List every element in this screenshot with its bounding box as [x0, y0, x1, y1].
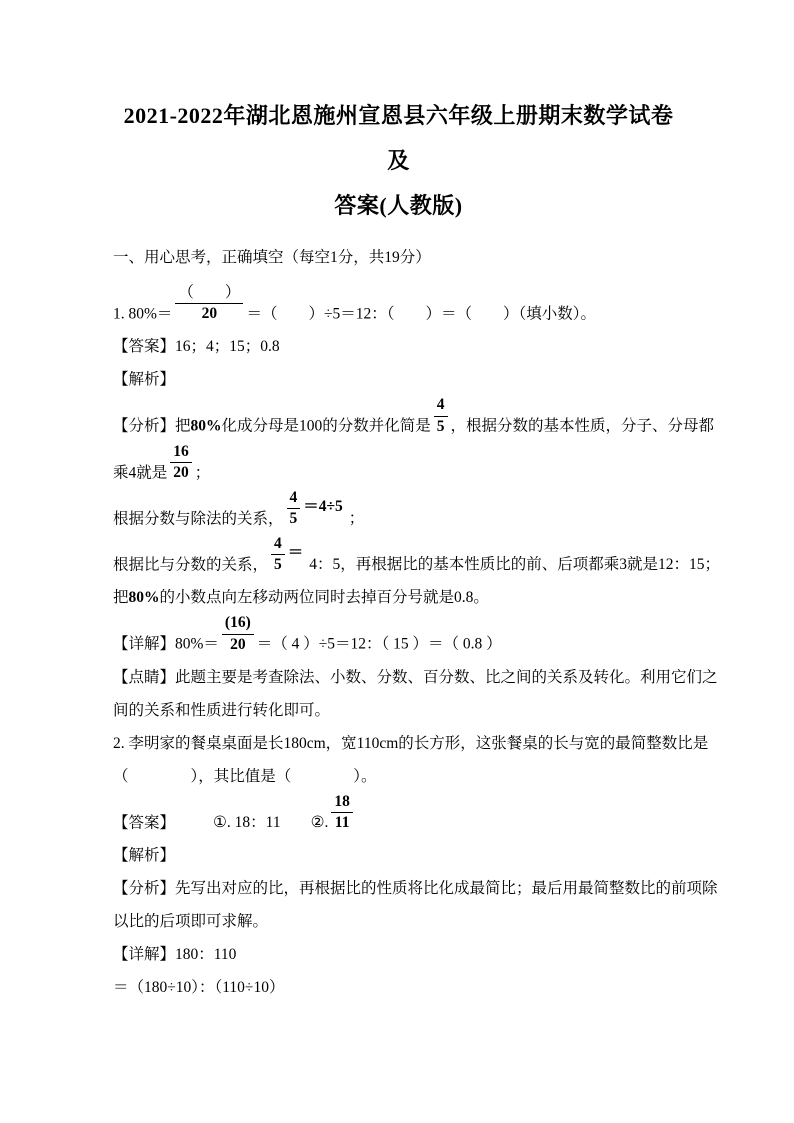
q1-fenxi-line1: [113, 396, 715, 442]
xiangjie-label: 【详解】80%＝: [113, 635, 219, 653]
q1-stem-pre: 1. 80%＝: [113, 305, 173, 323]
section-heading: 一、用心思考，正确填空（每空1分，共19分）: [113, 249, 431, 266]
q1-stem: [113, 284, 684, 330]
equation-part: ＝: [287, 544, 304, 562]
q2-answer-item2: ②.: [310, 813, 329, 831]
q2-equation-line: ＝（180÷10）：（110÷10）: [113, 978, 285, 996]
fraction-numerator: （ ）: [175, 284, 243, 304]
q1-dianjing-line1: 【点睛】此题主要是考查除法、小数、分数、百分数、比之间的关系及转化。利用它们之: [113, 668, 718, 686]
q1-dianjing-line2: 间的关系和性质进行转化即可。: [113, 701, 331, 719]
move-text: 的小数点向左移动两位同时去掉百分号就是0.8。: [159, 589, 489, 607]
fraction-numerator: 4: [434, 396, 448, 416]
q2-fenxi-line1: 【分析】先写出对应的比，再根据比的性质将比化成最简比；最后用最简整数比的前项除: [113, 879, 718, 897]
q1-stem-fraction: [175, 284, 243, 324]
relation2-end: 4：5，再根据比的基本性质比的前、后项都乘3就是12：15；: [309, 556, 721, 574]
fraction-numerator: (16): [222, 614, 254, 634]
document-title: [113, 93, 684, 228]
fraction-16-20: [170, 443, 192, 483]
fraction-denominator: 5: [289, 510, 298, 528]
q2-stem-line1: 2. 李明家的餐桌桌面是长180cm，宽110cm的长方形，这张餐桌的长与宽的最简整数比是: [113, 734, 709, 752]
answer-label: 【答案】: [113, 338, 176, 356]
fraction-numerator: 4: [287, 489, 301, 509]
equation-part: ＝4÷5: [303, 497, 343, 515]
q1-relation1-line: [113, 489, 684, 535]
fraction-denominator: 5: [274, 556, 282, 574]
q1-xiangjie-line: [113, 614, 684, 660]
fenxi-text: ，根据分数的基本性质，分子、分母都: [450, 417, 715, 435]
title-line-2: 答案(人教版): [334, 193, 463, 218]
fraction-denominator: 5: [436, 417, 445, 435]
fenxi-text: ；: [194, 463, 211, 481]
q1-relation2-line: [113, 535, 721, 581]
fraction-numerator: 4: [271, 535, 285, 555]
move-text: 把: [113, 589, 129, 607]
fraction-denominator: 20: [173, 463, 189, 481]
q2-answer-line: [113, 793, 684, 839]
q2-fenxi-line2: 以比的后项即可求解。: [113, 912, 269, 930]
fraction-numerator: 18: [331, 793, 353, 813]
percent-bold: 80%: [190, 417, 222, 435]
q1-answer-line: [113, 330, 684, 363]
q1-move-line: [113, 581, 684, 614]
fraction-16-20: [222, 614, 254, 654]
q1-stem-post: ＝（ ）÷5＝12：（ ）＝（ ）（填小数）。: [246, 305, 596, 323]
relation1-end: ；: [348, 510, 365, 528]
q2-answer-item1: ①. 18：11: [213, 813, 281, 831]
relation2-text: 根据比与分数的关系，: [113, 556, 269, 574]
fenxi-text: 乘4就是: [113, 463, 168, 481]
q2-stem-line2: （ ），其比值是（ ）。: [113, 767, 377, 785]
fraction-18-11: [331, 793, 353, 833]
percent-bold: 80%: [128, 589, 160, 607]
title-line-1: 2021-2022年湖北恩施州宣恩县六年级上册期末数学试卷及: [123, 103, 674, 173]
fraction-numerator: 16: [170, 443, 192, 463]
fenxi-label: 【分析】把: [113, 417, 191, 435]
xiangjie-equation: ＝（ 4 ）÷5＝12：（ 15 ）＝（ 0.8 ）: [256, 635, 502, 653]
q1-fenxi-line2: [113, 443, 684, 489]
fraction-4-5: [287, 489, 301, 529]
fenxi-text: 化成分母是100的分数并化简是: [221, 417, 431, 435]
fraction-denominator: 11: [334, 813, 350, 831]
fraction-denominator: 20: [230, 635, 246, 653]
q2-jiexi-label: 【解析】: [113, 846, 176, 864]
fraction-4-5: [271, 535, 285, 575]
q2-xiangjie-line: 【详解】180：110: [113, 945, 237, 963]
answer-label: 【答案】: [113, 813, 176, 831]
fraction-4-5: [434, 396, 448, 436]
q1-answer-text: 16；4；15；0.8: [175, 338, 280, 356]
relation1-text: 根据分数与除法的关系，: [113, 510, 284, 528]
q1-jiexi-label: 【解析】: [113, 371, 176, 389]
fraction-denominator: 20: [201, 305, 218, 323]
